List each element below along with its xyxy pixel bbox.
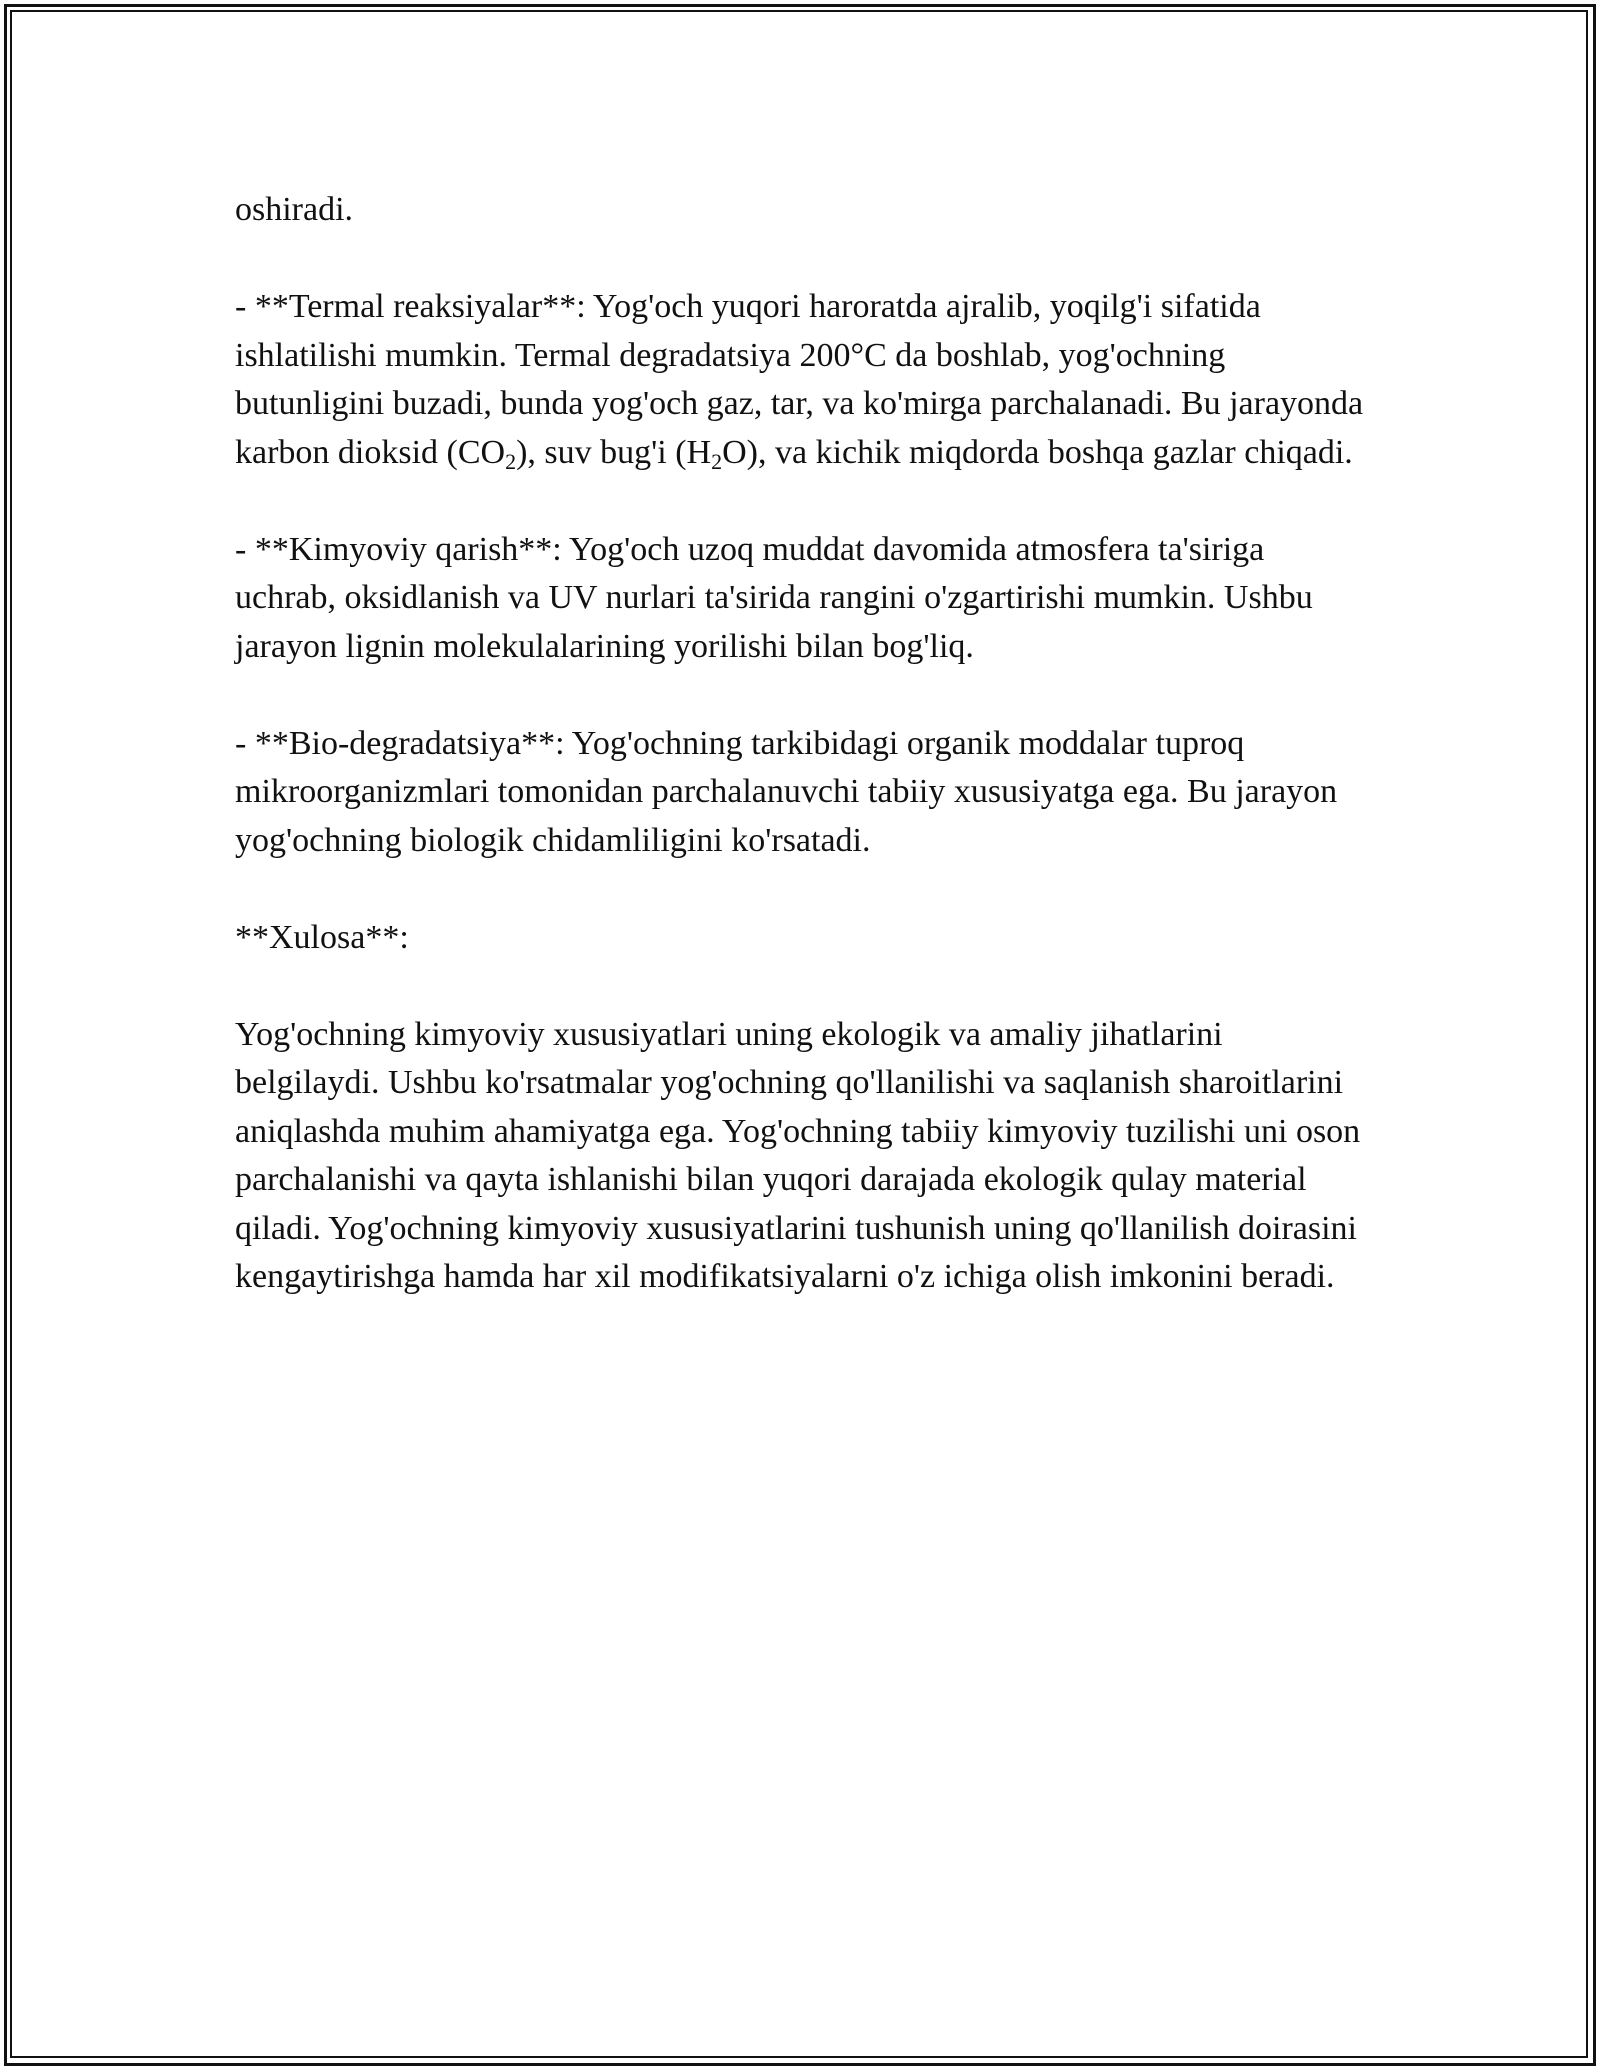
thermal-text-part-b: ), suv bug'i (H	[516, 433, 712, 471]
h2o-subscript: 2	[711, 448, 723, 474]
thermal-text-part-a: - **Termal reaksiyalar**: Yog'och yuqori haroratda ajralib, yoqilg'i sifatida ishlatilishi mumkin. Termal degradatsiya 200°C da boshlab, yog'ochning butunligini buzadi, bunda yog'och gaz, tar, va ko'mirga parchalanadi. Bu jarayonda karbon dioksid (CO	[235, 288, 1364, 471]
document-body	[235, 186, 1365, 1350]
paragraph-chemical-aging: - **Kimyoviy qarish**: Yog'och uzoq muddat davomida atmosfera ta'siriga uchrab, oksidlanish va UV nurlari ta'sirida rangini o'zgartirishi mumkin. Ushbu jarayon lignin molekulalarining yorilishi bilan bog'liq.	[235, 530, 1313, 665]
paragraph-conclusion: Yog'ochning kimyoviy xususiyatlari uning ekologik va amaliy jihatlarini belgilaydi. Ushbu ko'rsatmalar yog'ochning qo'llanilishi va saqlanish sharoitlarini aniqlashda muhim ahamiyatga ega. Yog'ochning tabiiy kimyoviy tuzilishi uni oson parchalanishi va qayta ishlanishi bilan yuqori darajada ekologik qulay material qiladi. Yog'ochning kimyoviy xususiyatlarini tushunish uning qo'llanilish doirasini kengaytirishga hamda har xil modifikatsiyalarni o'z ichiga olish imkonini beradi.	[235, 1015, 1361, 1295]
thermal-text-part-c: O), va kichik miqdorda boshqa gazlar chiqadi.	[722, 433, 1353, 471]
paragraph-continuation: oshiradi.	[235, 191, 354, 228]
heading-conclusion: **Xulosa**:	[235, 918, 409, 956]
paragraph-thermal-reactions	[235, 283, 1365, 477]
paragraph-bio-degradation: - **Bio-degradatsiya**: Yog'ochning tarkibidagi organik moddalar tuproq mikroorganizmlari tomonidan parchalanuvchi tabiiy xususiyatga ega. Bu jarayon yog'ochning biologik chidamliligini ko'rsatadi.	[235, 724, 1338, 859]
co2-subscript: 2	[505, 448, 517, 474]
